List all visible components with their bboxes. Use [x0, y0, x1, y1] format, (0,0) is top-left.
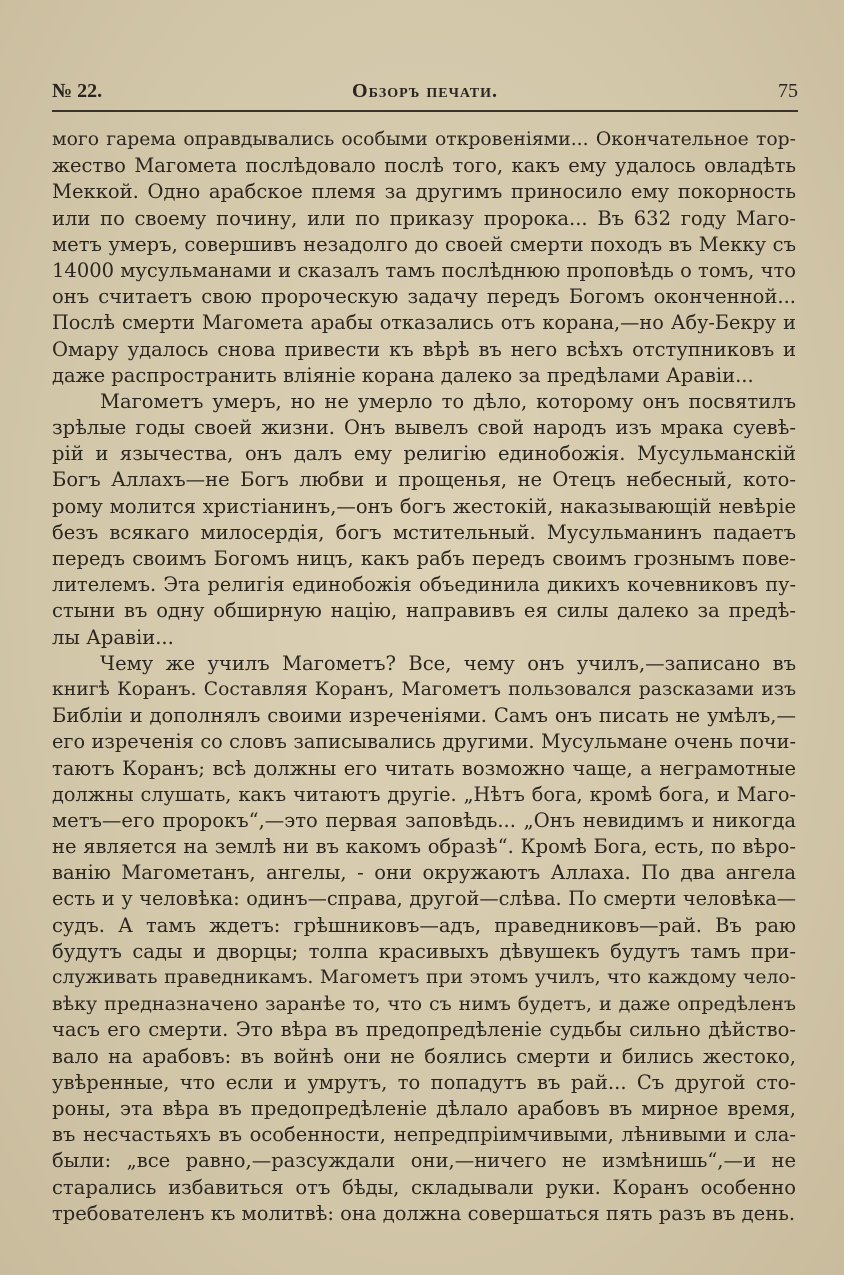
page-number: 75: [778, 80, 798, 102]
text-line: стыни въ одну обширную націю, направивъ ея силы далеко за предѣ-: [52, 599, 796, 623]
text-line: есть и у человѣка: одинъ—справа, другой—слѣва. По смерти человѣка—: [52, 887, 796, 911]
text-line: рому молится христіанинъ,—онъ богъ жестокій, наказывающій невѣріе: [52, 494, 796, 518]
text-line: въ несчастьяхъ въ особенности, непредпріимчивыми, лѣнивыми и сла-: [52, 1123, 796, 1147]
text-line: рій и язычества, онъ далъ ему религію единобожія. Мусульманскій: [52, 442, 796, 466]
text-line: его изреченія со словъ записывались другими. Мусульмане очень почи-: [52, 730, 796, 754]
text-line: 14000 мусульманами и сказалъ тамъ послѣднюю проповѣдь о томъ, что: [52, 258, 796, 282]
text-line: Богъ Аллахъ—не Богъ любви и прощенья, не Отецъ небесный, кото-: [52, 468, 796, 492]
text-line: будутъ сады и дворцы; толпа красивыхъ дѣвушекъ будутъ тамъ при-: [52, 939, 796, 963]
text-line: часъ его смерти. Это вѣра въ предопредѣленіе судьбы сильно дѣйство-: [52, 1018, 796, 1042]
text-line: метъ умеръ, совершивъ незадолго до своей смерти походъ въ Мекку съ: [52, 232, 796, 256]
text-line: роны, эта вѣра въ предопредѣленіе дѣлало арабовъ въ мирное время,: [52, 1096, 796, 1120]
body-text: [52, 127, 796, 1227]
running-header: [52, 80, 798, 108]
section-title: Обзоръ печати.: [352, 80, 498, 102]
text-line: даже распространить вліяніе корана далеко за предѣлами Аравіи...: [52, 363, 754, 387]
text-line: увѣренные, что если и умрутъ, то попадутъ въ рай... Съ другой сто-: [52, 1070, 796, 1094]
text-line: Чему же училъ Магометъ? Все, чему онъ училъ,—записано въ: [100, 651, 796, 675]
text-line: судъ. А тамъ ждетъ: грѣшниковъ—адъ, праведниковъ—рай. Въ раю: [52, 913, 796, 937]
text-line: жество Магомета послѣдовало послѣ того, какъ ему удалось овладѣть: [52, 154, 796, 178]
text-line: метъ—его пророкъ“,—это первая заповѣдь... „Онъ невидимъ и никогда: [52, 808, 796, 832]
text-line: Библіи и дополнялъ своими изреченіями. Самъ онъ писать не умѣлъ,—: [52, 704, 796, 728]
text-line: онъ считаетъ свою пророческую задачу передъ Богомъ оконченной...: [52, 285, 796, 309]
text-line: таютъ Коранъ; всѣ должны его читать возможно чаще, а неграмотные: [52, 756, 796, 780]
text-line: служивать праведникамъ. Магометъ при этомъ училъ, что каждому чело-: [52, 967, 796, 988]
text-line: были: „все равно,—разсуждали они,—ничего не измѣнишь“,—и не: [52, 1149, 796, 1173]
text-line: вало на арабовъ: въ войнѣ они не боялись смерти и бились жестоко,: [52, 1044, 796, 1068]
text-line: ванію Магометанъ, ангелы, - они окружаютъ Аллаха. По два ангела: [52, 861, 796, 885]
text-line: должны слушать, какъ читаютъ другіе. „Нѣтъ бога, кромѣ бога, и Маго-: [52, 782, 796, 806]
text-line: не является на землѣ ни въ какомъ образѣ“. Кромѣ Бога, есть, по вѣро-: [52, 835, 796, 859]
text-line: мого гарема оправдывались особыми откровеніями... Окончательное тор-: [52, 129, 796, 150]
text-line: книгѣ Коранъ. Составляя Коранъ, Магометъ пользовался разсказами изъ: [52, 678, 796, 700]
text-line: зрѣлые годы своей жизни. Онъ вывелъ свой народъ изъ мрака суевѣ-: [52, 416, 796, 440]
text-line: Магометъ умеръ, но не умерло то дѣло, которому онъ посвятилъ: [100, 389, 796, 413]
text-line: или по своему почину, или по приказу пророка... Въ 632 году Маго-: [52, 206, 796, 230]
text-line: лы Аравіи...: [52, 625, 174, 649]
header-rule: [52, 110, 798, 112]
text-line: старались избавиться отъ бѣды, складывали руки. Коранъ особенно: [52, 1175, 796, 1199]
text-line: Меккой. Одно арабское племя за другимъ приносило ему покорность: [52, 180, 796, 204]
text-line: вѣку предназначено заранѣе то, что съ нимъ будетъ, и даже опредѣленъ: [52, 993, 796, 1016]
text-line: безъ всякаго милосердія, богъ мстительный. Мусульманинъ падаетъ: [52, 520, 796, 544]
text-line: требователенъ къ молитвѣ: она должна совершаться пять разъ въ день.: [52, 1201, 796, 1225]
text-line: лителемъ. Эта религія единобожія объединила дикихъ кочевниковъ пу-: [52, 573, 796, 597]
text-line: Омару удалось снова привести къ вѣрѣ въ него всѣхъ отступниковъ и: [52, 337, 796, 361]
text-line: Послѣ смерти Магомета арабы отказались отъ корана,—но Абу-Бекру и: [52, 311, 796, 335]
issue-number: № 22.: [52, 80, 103, 102]
text-line: передъ своимъ Богомъ ницъ, какъ рабъ передъ своимъ грознымъ пове-: [52, 547, 796, 570]
